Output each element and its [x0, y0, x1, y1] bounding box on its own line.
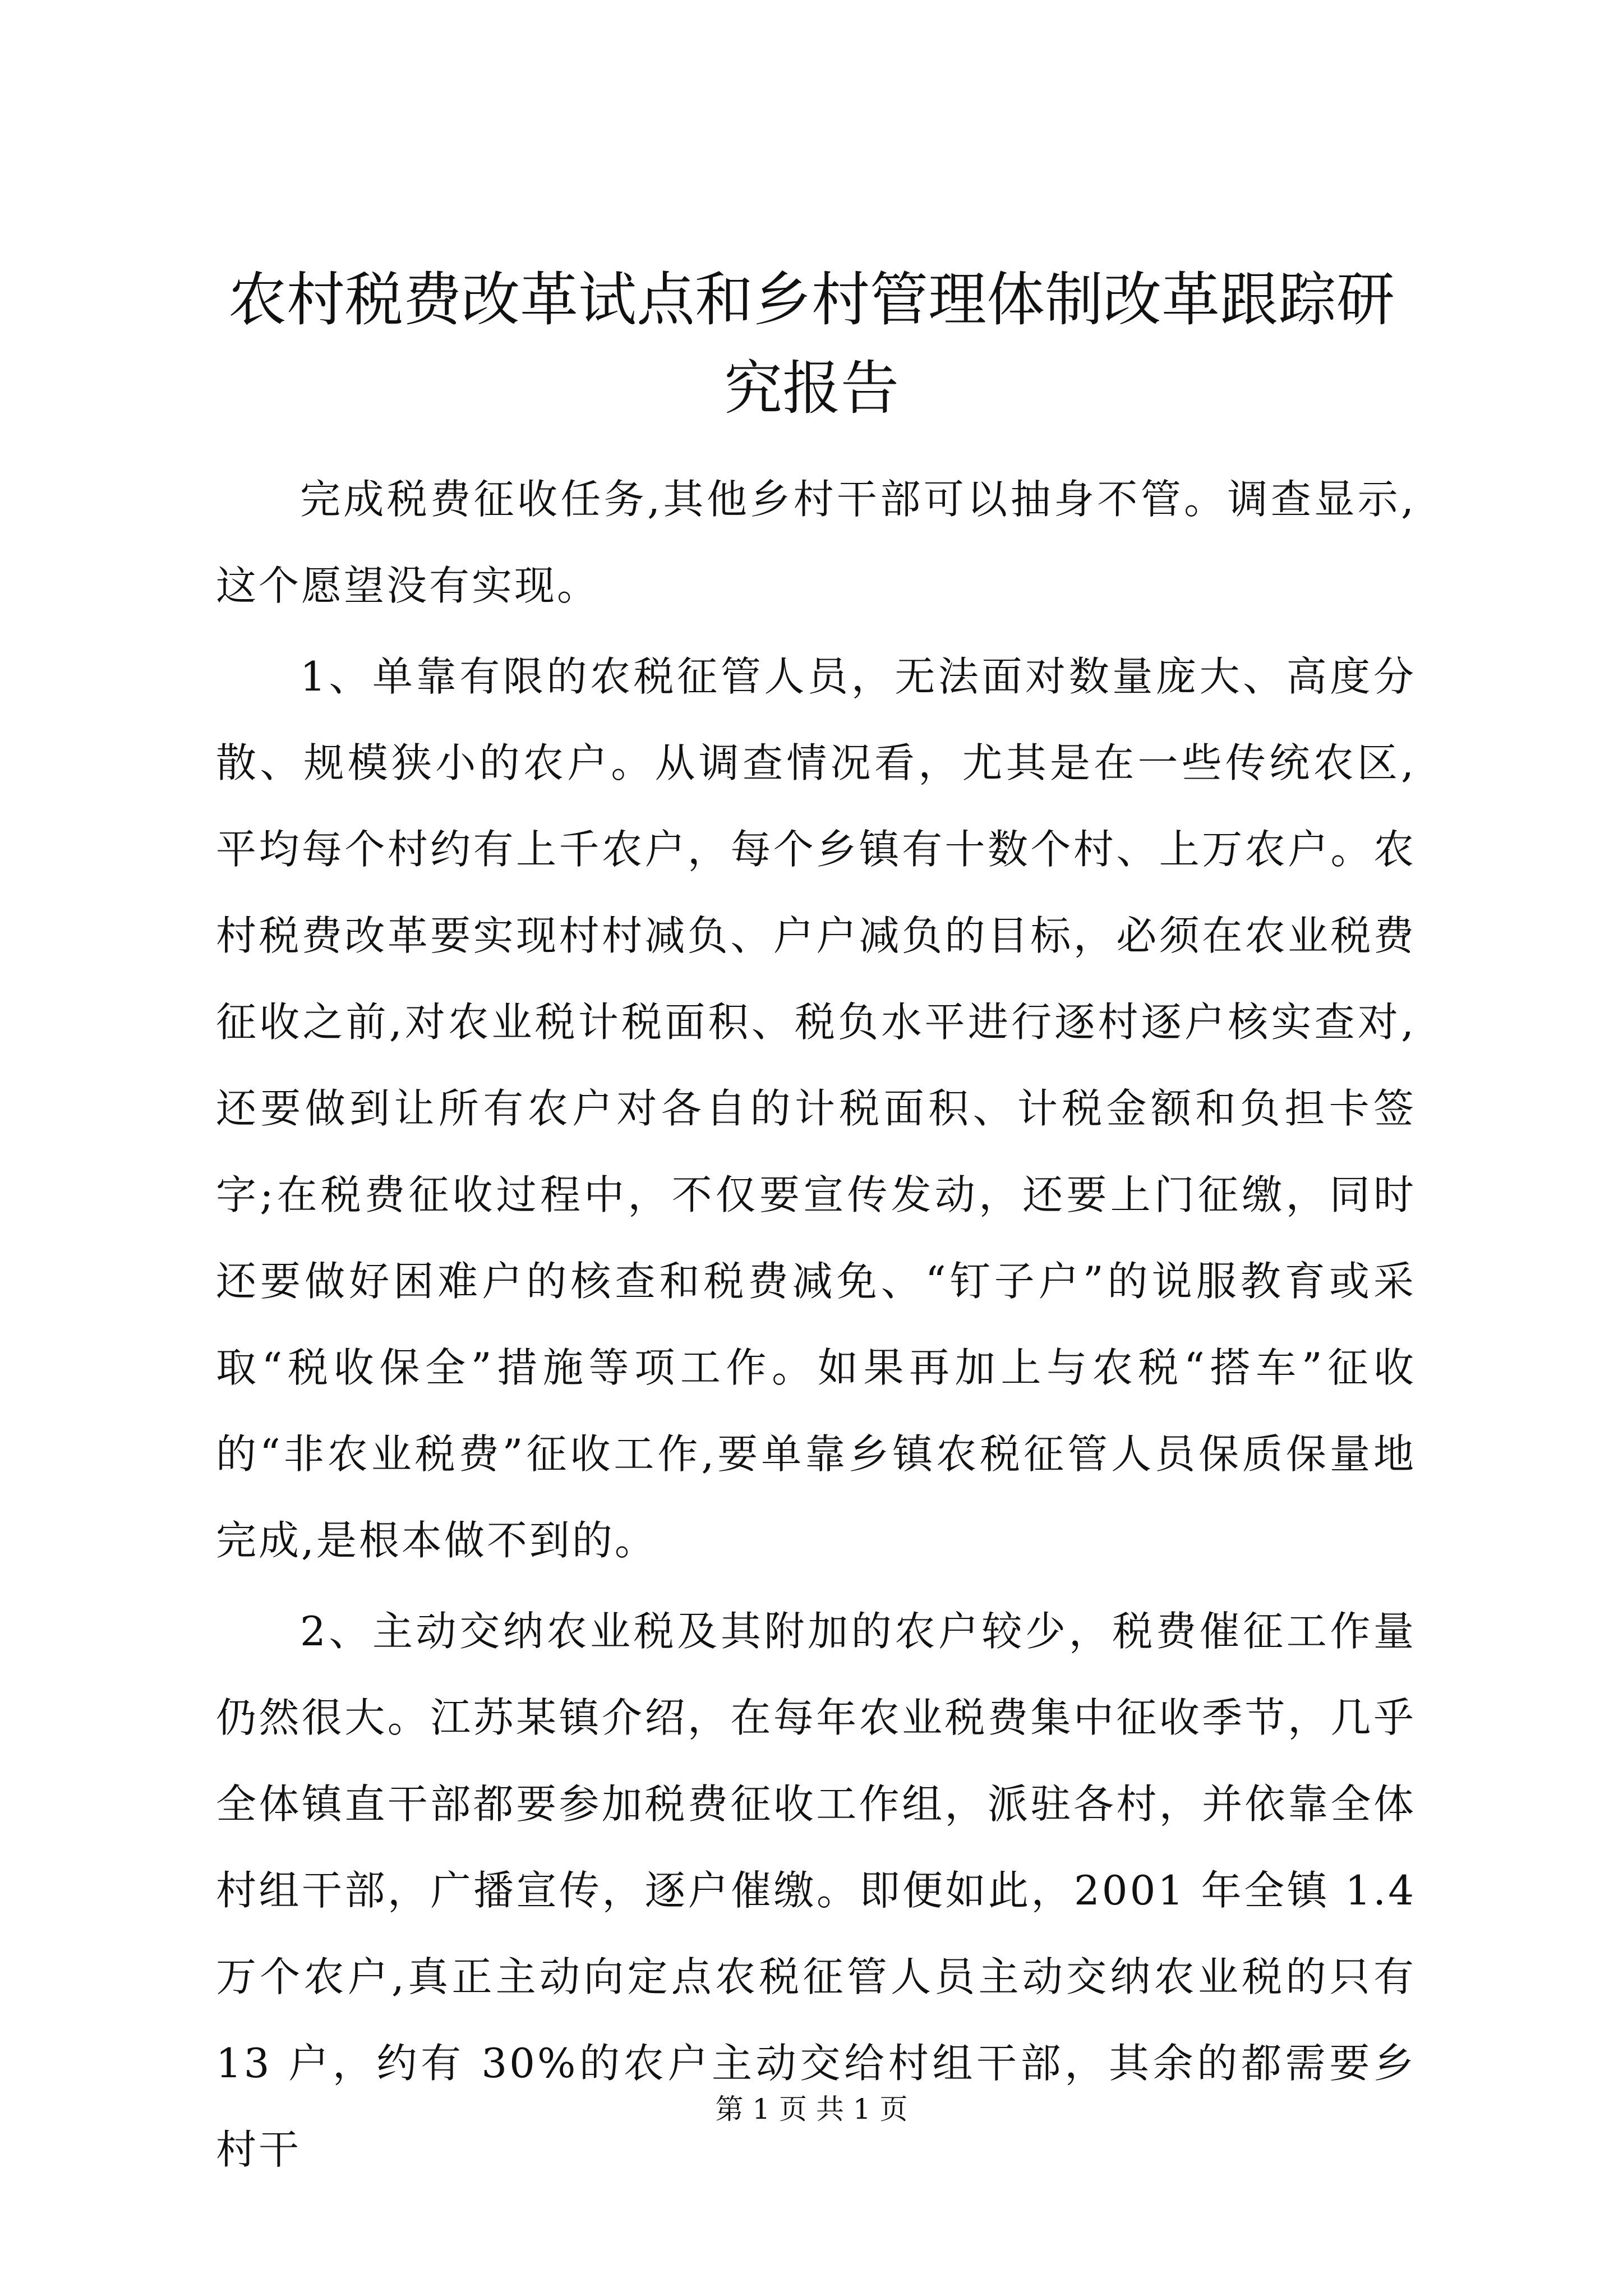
page-footer: 第 1 页 共 1 页	[715, 2093, 908, 2125]
body-paragraph: 2、主动交纳农业税及其附加的农户较少，税费催征工作量仍然很大。江苏某镇介绍，在每年农业税费集中征收季节，几乎全体镇直干部都要参加税费征收工作组，派驻各村，并依靠全体村组干部，广播宣传，逐户催缴。即便如此，2001 年全镇 1.4万个农户,真正主动向定点农税征管人员主动交纳农业税的只有13 户，约有 30%的农户主动交给村组干部，其余的都需要乡村干	[216, 1608, 1416, 2173]
document-title: 农村税费改革试点和乡村管理体制改革跟踪研究报告	[228, 265, 1395, 422]
body-paragraph: 1、单靠有限的农税征管人员，无法面对数量庞大、高度分散、规模狭小的农户。从调查情况看，尤其是在一些传统农区,平均每个村约有上千农户，每个乡镇有十数个村、上万农户。农村税费改革要实现村村减负、户户减负的目标，必须在农业税费征收之前,对农业税计税面积、税负水平进行逐村逐户核实查对,还要做到让所有农户对各自的计税面积、计税金额和负担卡签字;在税费征收过程中，不仅要宣传发动，还要上门征缴，同时还要做好困难户的核查和税费减免、“钉子户”的说服教育或采取“税收保全”措施等项工作。如果再加上与农税“搭车”征收的“非农业税费”征收工作,要单靠乡镇农税征管人员保质保量地完成,是根本做不到的。	[216, 653, 1416, 1564]
document-body	[216, 456, 1416, 2197]
body-paragraph: 完成税费征收任务,其他乡村干部可以抽身不管。调查显示,这个愿望没有实现。	[216, 476, 1416, 609]
